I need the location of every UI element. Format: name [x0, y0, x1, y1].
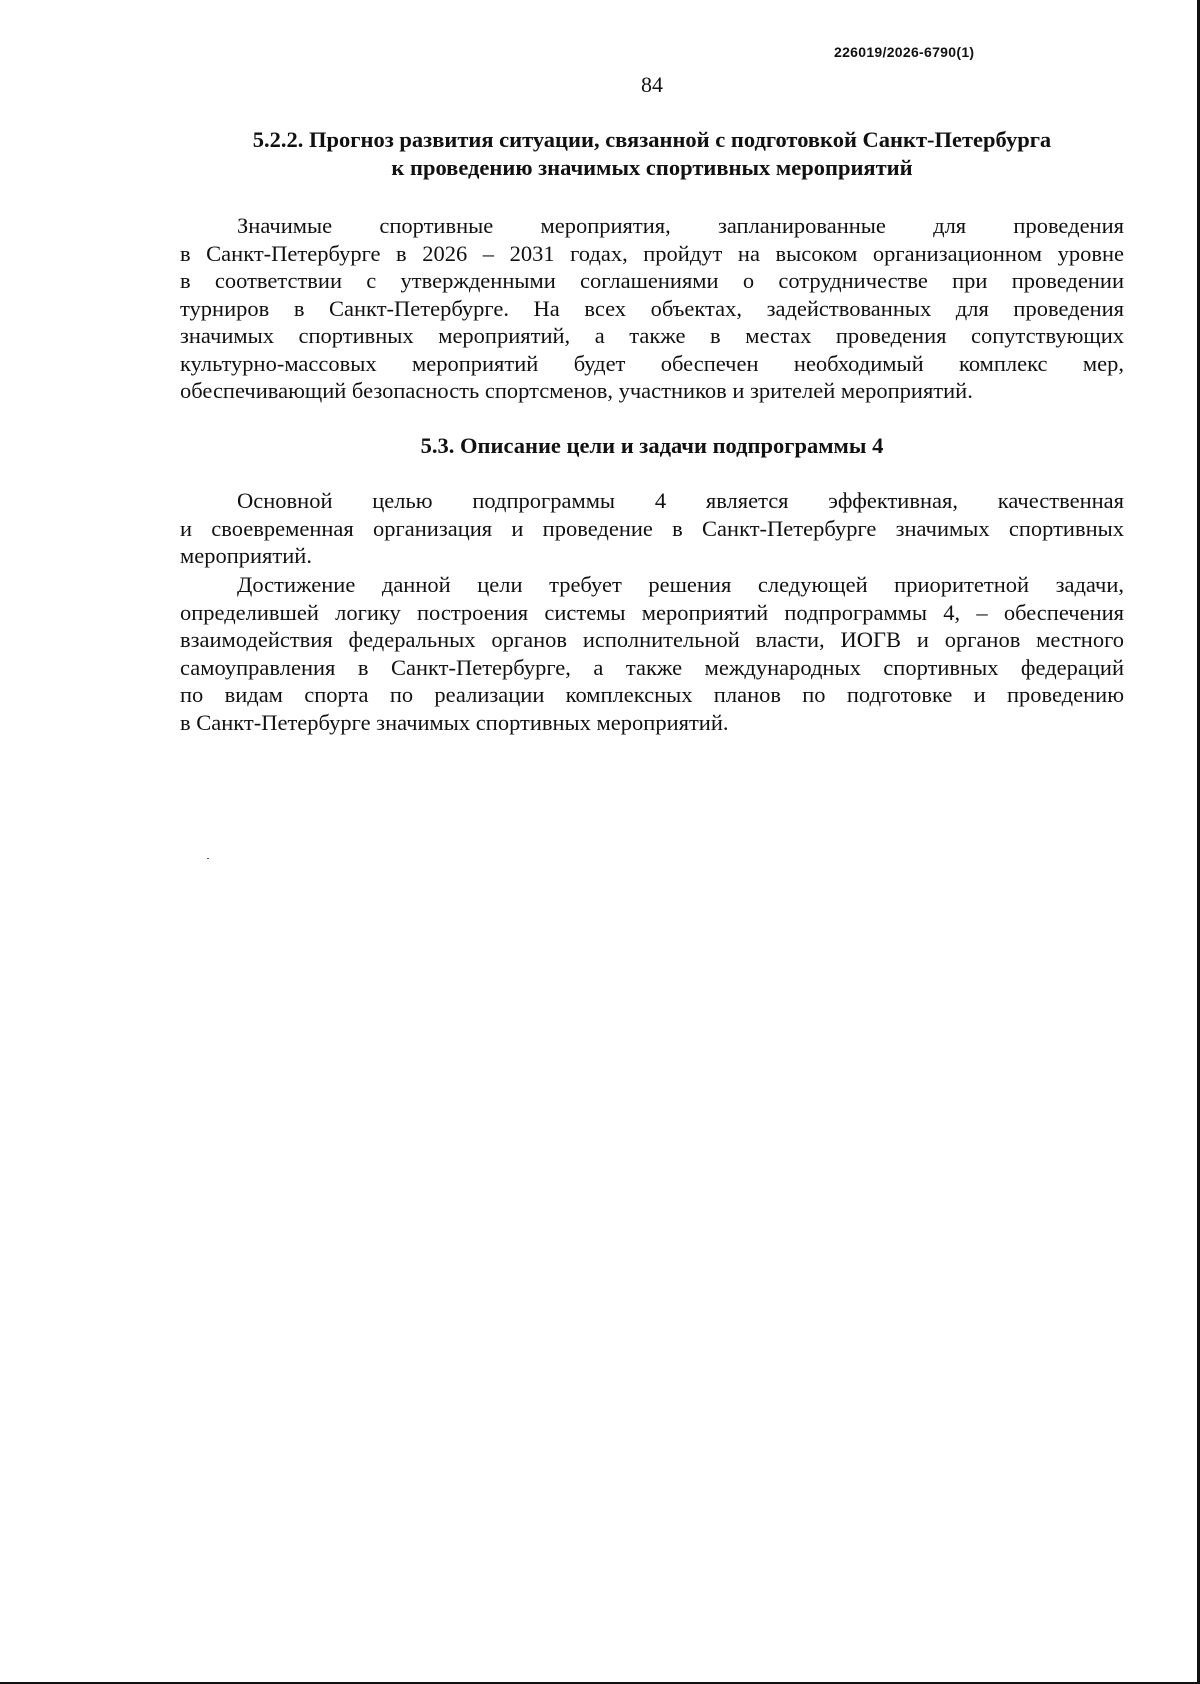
paragraph-forecast [180, 212, 1124, 405]
paragraph-line: Основной целью подпрограммы 4 является эффективная, качественная [237, 488, 1124, 513]
paragraph-line: обеспечивающий безопасность спортсменов, участников и зрителей мероприятий. [180, 378, 973, 403]
heading-line: к проведению значимых спортивных мероприятий [391, 155, 913, 180]
paragraph-line: в Санкт-Петербурге значимых спортивных мероприятий. [180, 709, 729, 735]
paragraph-line: Значимые спортивные мероприятия, запланированные для проведения [237, 213, 1124, 238]
paragraph-line: и своевременная организация и проведение в Санкт-Петербурге значимых спортивных [180, 515, 1124, 541]
paragraph-line: определившей логику построения системы мероприятий подпрограммы 4, – обеспечения [180, 599, 1124, 625]
section-heading-5-3 [180, 432, 1124, 460]
paragraph-task [180, 571, 1124, 736]
document-registration-number: 226019/2026-6790(1) [834, 44, 975, 60]
paragraph-line: турниров в Санкт-Петербурге. На всех объектах, задействованных для проведения [180, 295, 1124, 321]
paragraph-line: взаимодействия федеральных органов исполнительной власти, ИОГВ и органов местного [180, 627, 1124, 652]
paragraph-line: мероприятий. [180, 543, 312, 568]
paragraph-line: самоуправления в Санкт-Петербурге, а также международных спортивных федераций [180, 654, 1124, 680]
paragraph-line: Достижение данной цели требует решения следующей приоритетной задачи, [237, 572, 1124, 597]
paragraph-line: культурно-массовых мероприятий будет обеспечен необходимый комплекс мер, [180, 350, 1124, 376]
heading-line: 5.2.2. Прогноз развития ситуации, связанной с подготовкой Санкт-Петербурга [252, 127, 1052, 152]
page-number: 84 [641, 72, 663, 97]
paragraph-goal [180, 487, 1124, 570]
paragraph-line: в Санкт-Петербурге в 2026 – 2031 годах, пройдут на высоком организационном уровне [180, 240, 1124, 266]
heading-line: 5.3. Описание цели и задачи подпрограммы 4 [420, 433, 884, 458]
paragraph-line: значимых спортивных мероприятий, а также в местах проведения сопутствующих [180, 323, 1124, 348]
scan-speck [207, 858, 209, 859]
paragraph-line: в соответствии с утвержденными соглашениями о сотрудничестве при проведении [180, 268, 1124, 293]
paragraph-line: по видам спорта по реализации комплексных планов по подготовке и проведению [180, 682, 1124, 707]
section-heading-5-2-2 [180, 126, 1124, 182]
